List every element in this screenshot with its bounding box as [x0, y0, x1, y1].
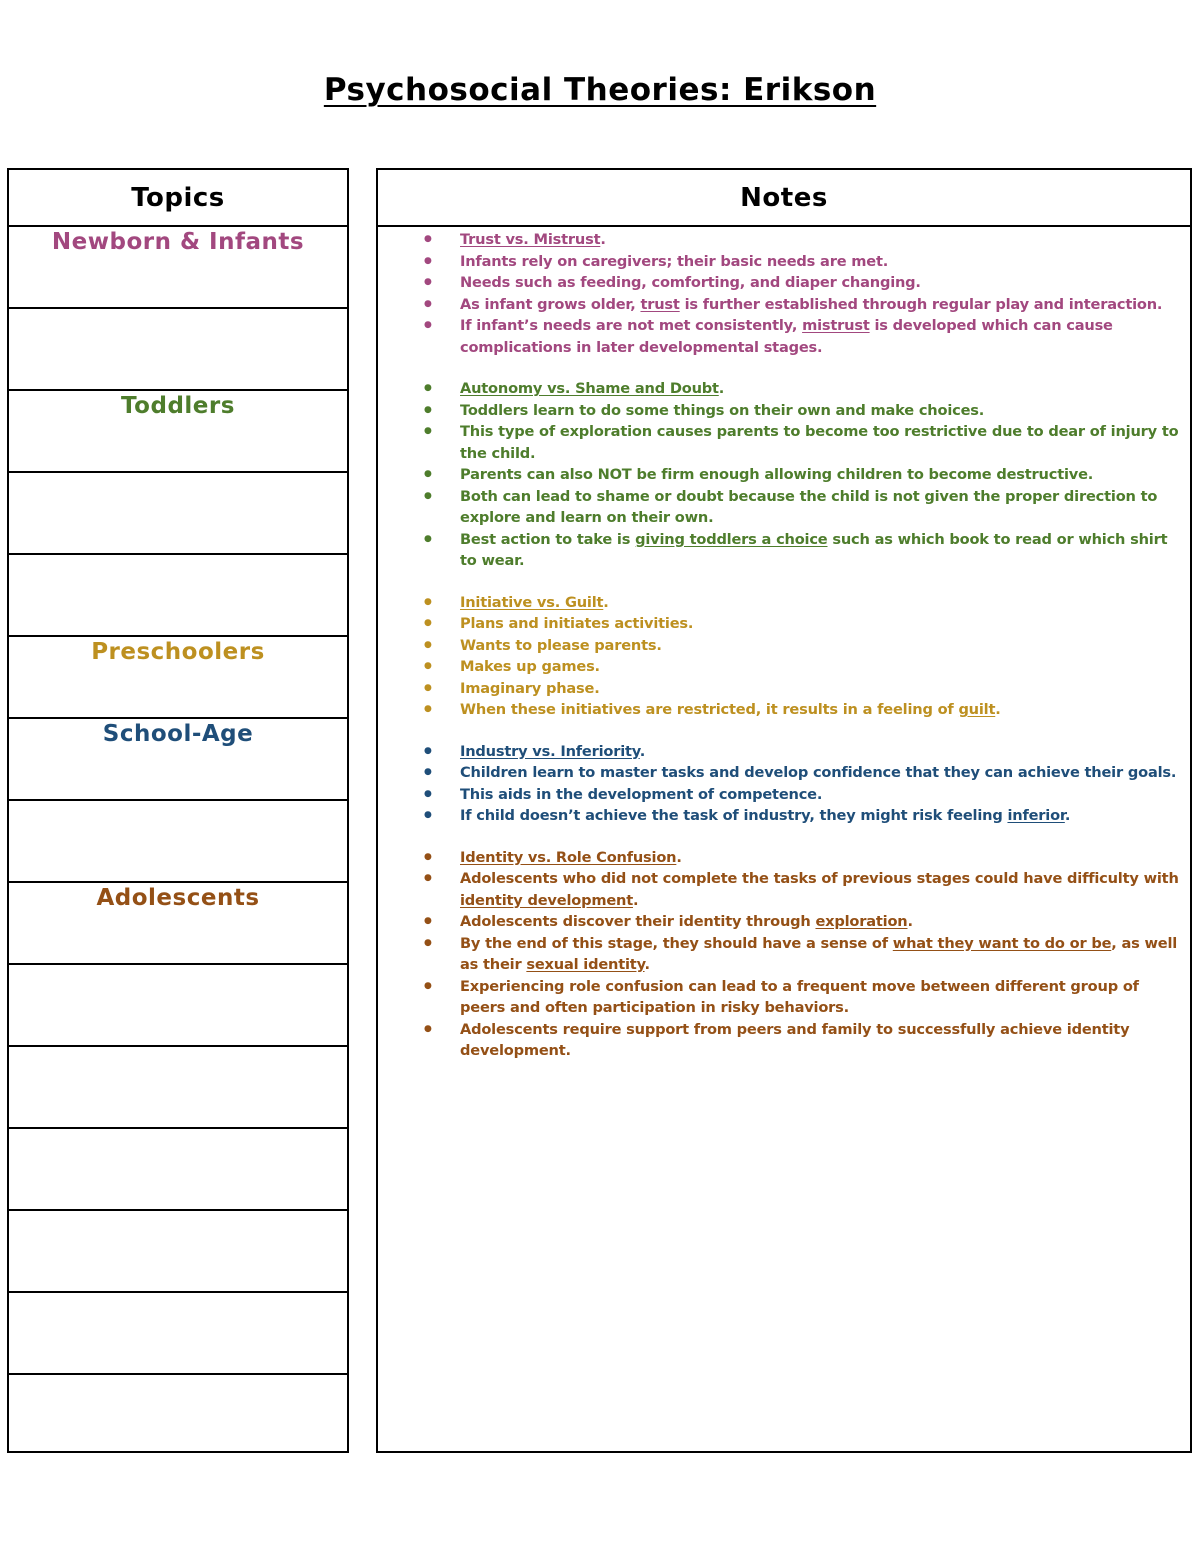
topic-row-empty [9, 801, 347, 883]
list-item: ● Trust vs. Mistrust. [378, 229, 1190, 251]
infants-notes [378, 229, 1190, 358]
stage-heading: Industry vs. Inferiority [460, 742, 640, 760]
topics-header: Topics [9, 170, 347, 227]
preschoolers-notes [378, 592, 1190, 721]
topic-row-toddlers: Toddlers [9, 391, 347, 473]
adolescents-notes [378, 847, 1190, 1062]
stage-heading: Initiative vs. Guilt [460, 593, 604, 611]
topic-row-school-age: School-Age [9, 719, 347, 801]
list-item: ● Plans and initiates activities. [378, 613, 1190, 635]
list-item: ● Toddlers learn to do some things on their own and make choices. [378, 400, 1190, 422]
list-item: ● Initiative vs. Guilt. [378, 592, 1190, 614]
topic-row-empty [9, 1129, 347, 1211]
notes-header: Notes [378, 170, 1190, 227]
list-item: ● Adolescents who did not complete the tasks of previous stages could have difficulty with identity development. [378, 868, 1190, 911]
list-item: ● Needs such as feeding, comforting, and diaper changing. [378, 272, 1190, 294]
list-item: ● Parents can also NOT be firm enough allowing children to become destructive. [378, 464, 1190, 486]
topic-row-adolescents: Adolescents [9, 883, 347, 965]
toddlers-notes [378, 378, 1190, 572]
list-item: ● Imaginary phase. [378, 678, 1190, 700]
list-item: ● Makes up games. [378, 656, 1190, 678]
list-item: ● Industry vs. Inferiority. [378, 741, 1190, 763]
list-item: ● Both can lead to shame or doubt because the child is not given the proper direction to explore and learn on their own. [378, 486, 1190, 529]
list-item: ● Best action to take is giving toddlers a choice such as which book to read or which shirt to wear. [378, 529, 1190, 572]
list-item: ● Wants to please parents. [378, 635, 1190, 657]
topic-row-empty [9, 555, 347, 637]
topic-row-empty [9, 309, 347, 391]
topic-row-empty [9, 1211, 347, 1293]
topic-row-preschoolers: Preschoolers [9, 637, 347, 719]
topic-row-empty [9, 965, 347, 1047]
list-item: ● Experiencing role confusion can lead to a frequent move between different group of peers and often participation in risky behaviors. [378, 976, 1190, 1019]
list-item: ● Adolescents require support from peers and family to successfully achieve identity development. [378, 1019, 1190, 1062]
stage-heading: Trust vs. Mistrust [460, 231, 601, 248]
list-item: ● This aids in the development of competence. [378, 784, 1190, 806]
list-item: ● By the end of this stage, they should have a sense of what they want to do or be, as well as their sexual identity. [378, 933, 1190, 976]
school-age-notes [378, 741, 1190, 827]
list-item: ● This type of exploration causes parents to become too restrictive due to dear of injury to the child. [378, 421, 1190, 464]
page-title: Psychosocial Theories: Erikson [323, 72, 877, 108]
list-item: ● If child doesn’t achieve the task of industry, they might risk feeling inferior. [378, 805, 1190, 827]
notes-body [378, 227, 1190, 1062]
list-item: ● If infant’s needs are not met consistently, mistrust is developed which can cause complications in later developmental stages. [378, 315, 1190, 358]
list-item: ● When these initiatives are restricted, it results in a feeling of guilt. [378, 699, 1190, 721]
topic-row-newborn-infants: Newborn & Infants [9, 227, 347, 309]
stage-heading: Autonomy vs. Shame and Doubt [460, 380, 719, 397]
list-item: ● Autonomy vs. Shame and Doubt. [378, 378, 1190, 400]
topic-row-empty [9, 473, 347, 555]
topics-column [7, 168, 349, 1453]
topic-row-empty [9, 1047, 347, 1129]
topic-row-empty [9, 1293, 347, 1375]
stage-heading: Identity vs. Role Confusion [460, 848, 677, 866]
notes-column [376, 168, 1192, 1453]
list-item: ● Infants rely on caregivers; their basic needs are met. [378, 251, 1190, 273]
list-item: ● Identity vs. Role Confusion. [378, 847, 1190, 869]
list-item: ● As infant grows older, trust is further established through regular play and interaction. [378, 294, 1190, 316]
list-item: ● Adolescents discover their identity through exploration. [378, 911, 1190, 933]
topic-row-empty [9, 1375, 347, 1457]
list-item: ● Children learn to master tasks and develop confidence that they can achieve their goals. [378, 762, 1190, 784]
